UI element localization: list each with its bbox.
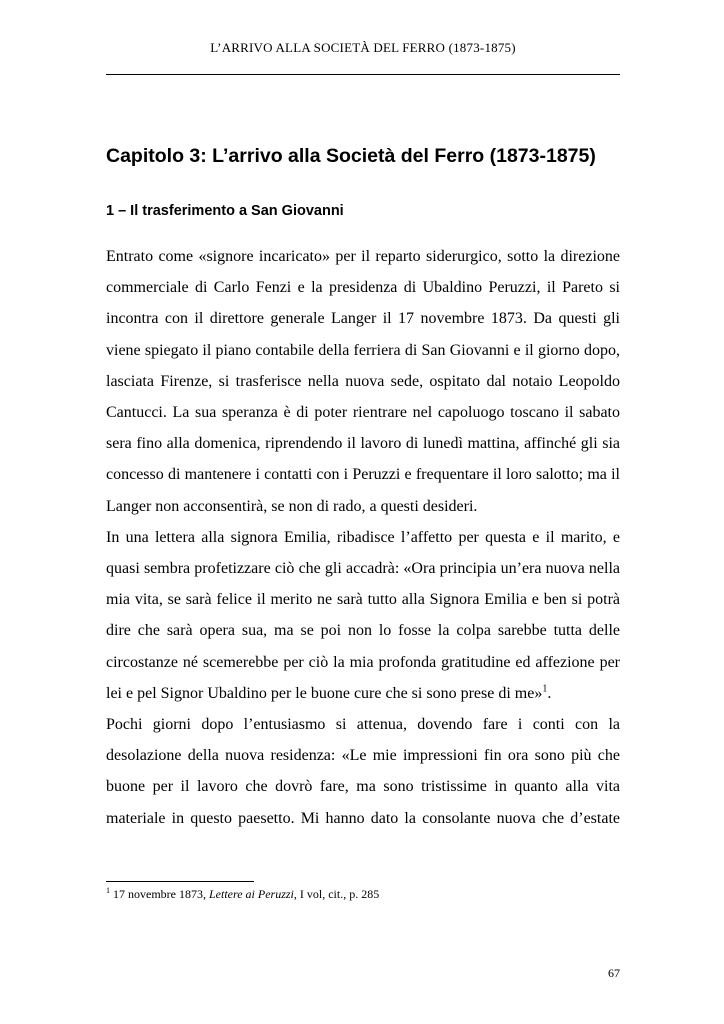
footnote-text-before: 17 novembre 1873, xyxy=(110,887,209,901)
section-title: 1 – Il trasferimento a San Giovanni xyxy=(106,203,344,219)
footnote-text-after: , I vol, cit., p. 285 xyxy=(293,887,380,901)
paragraph-2 xyxy=(106,522,620,709)
paragraph-3: Pochi giorni dopo l’entusiasmo si attenua, dovendo fare i conti con la desolazione della nuova residenza: «Le mie impressioni fin ora sono più che buone per il lavoro che dovrò fare, ma sono tristissime in quanto alla vita materiale in questo paesetto. Mi hanno dato la consolante nuova che d’estate xyxy=(106,716,620,827)
footnote-rule xyxy=(106,881,254,882)
paragraph-2-text: In una lettera alla signora Emilia, ribadisce l’affetto per questa e il marito, e quasi sembra profetizzare ciò che gli accadrà: «Ora principia un’era nuova nella mia vita, se sarà felice il merito ne sarà tutto alla Signora Emilia e ben si potrà dire che sarà opera sua, ma se poi non lo fosse la colpa sarebbe tutta delle circostanze né scemerebbe per ciò la mia profonda gratitudine ed affezione per lei e pel Signor Ubaldino per le buone cure che si sono prese di me» xyxy=(106,528,620,702)
footnote-reference[interactable]: 1 xyxy=(542,683,548,695)
paragraph-2-end: . xyxy=(547,684,552,702)
running-header: L’ARRIVO ALLA SOCIETÀ DEL FERRO (1873-1875) xyxy=(210,40,516,55)
header-rule xyxy=(106,74,620,75)
paragraph-1: Entrato come «signore incaricato» per il reparto siderurgico, sotto la direzione commerciale di Carlo Fenzi e la presidenza di Ubaldino Peruzzi, il Pareto si incontra con il direttore generale Langer il 17 novembre 1873. Da questi gli viene spiegato il piano contabile della ferriera di San Giovanni e il giorno dopo, lasciata Firenze, si trasferisce nella nuova sede, ospitato dal notaio Leopoldo Cantucci. La sua speranza è di poter rientrare nel capoluogo toscano il sabato sera fino alla domenica, riprendendo il lavoro di lunedì mattina, affinché gli sia concesso di mantenere i contatti con i Peruzzi e frequentare il loro salotto; ma il Langer non acconsentirà, se non di rado, a questi desideri. xyxy=(106,248,620,515)
page-number: 67 xyxy=(608,966,620,980)
footnote-work-title: Lettere ai Peruzzi xyxy=(208,887,294,901)
footnote xyxy=(106,887,620,902)
body-text xyxy=(106,241,620,834)
footnote-number: 1 xyxy=(106,886,110,895)
chapter-title: Capitolo 3: L’arrivo alla Società del Ferro (1873-1875) xyxy=(106,145,596,167)
